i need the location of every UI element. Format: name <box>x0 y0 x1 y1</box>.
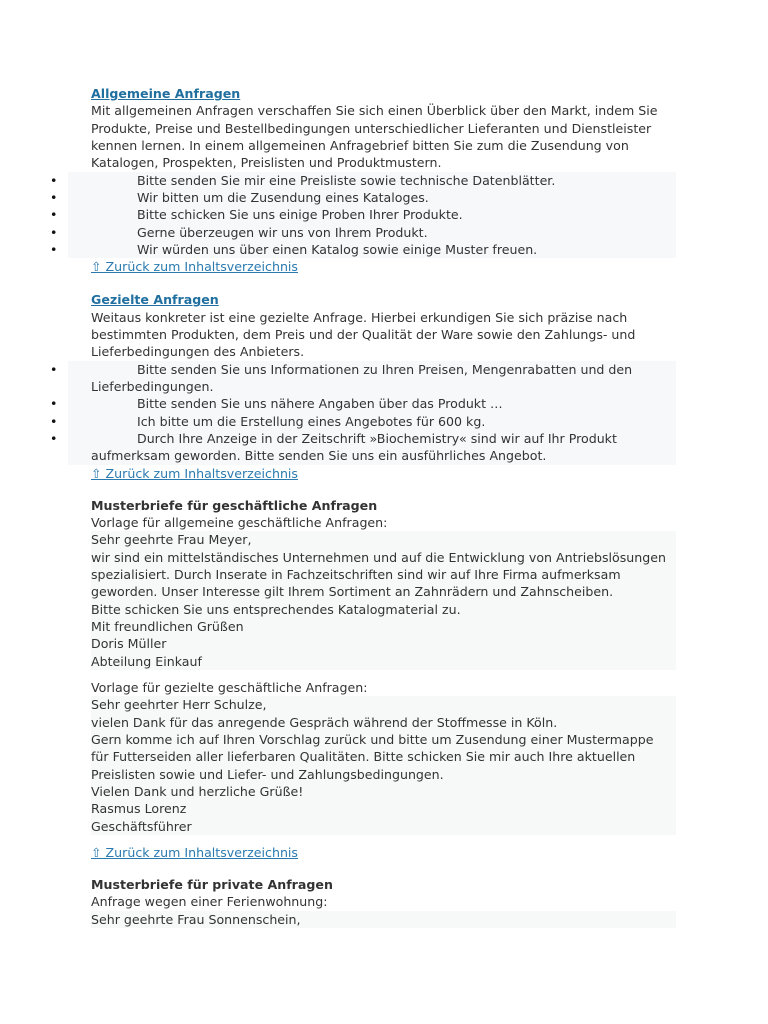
bullet-icon: • <box>50 396 58 412</box>
bullet-icon: • <box>50 207 58 223</box>
letter-line: für Futterseiden aller lieferbaren Qualitäten. Bitte schicken Sie mir auch Ihre aktuellen <box>91 749 636 765</box>
list-item <box>50 189 676 206</box>
list-item <box>50 241 676 258</box>
list-item <box>50 395 676 412</box>
list-item-text: Bitte schicken Sie uns einige Proben Ihrer Produkte. <box>137 207 463 223</box>
letter-line: wir sind ein mittelständisches Unternehmen und auf die Entwicklung von Antriebslösungen <box>91 549 666 565</box>
letter-line: Bitte schicken Sie uns entsprechendes Katalogmaterial zu. <box>91 601 461 617</box>
document-content <box>50 85 676 928</box>
list-item <box>50 206 676 223</box>
list-item <box>50 430 676 465</box>
template-label: Anfrage wegen einer Ferienwohnung: <box>91 894 328 910</box>
letter-line: Rasmus Lorenz <box>91 801 187 817</box>
letter-line: spezialisiert. Durch Inserate in Fachzeitschriften sind wir auf Ihre Firma aufmerksam <box>91 566 621 582</box>
bullet-icon: • <box>50 413 58 429</box>
list-item <box>50 413 676 430</box>
letter-line: Gern komme ich auf Ihren Vorschlag zurück und bitte um Zusendung einer Mustermappe <box>91 732 654 748</box>
intro-gezielt <box>91 309 676 361</box>
list-item-text: Gerne überzeugen wir uns von Ihrem Produkt. <box>137 224 428 240</box>
letter-template-allgemein <box>91 531 676 670</box>
template-label: Vorlage für gezielte geschäftliche Anfragen: <box>91 680 368 695</box>
list-item-text-continued: Lieferbedingungen. <box>91 379 214 394</box>
document-page <box>0 84 768 928</box>
intro-line: Mit allgemeinen Anfragen verschaffen Sie sich einen Überblick über den Markt, indem Sie <box>91 103 658 119</box>
intro-line: kennen lernen. In einem allgemeinen Anfragebrief bitten Sie zum die Zusendung von <box>91 138 629 154</box>
list-item-text-continued: aufmerksam geworden. Bitte senden Sie uns ein ausführliches Angebot. <box>91 448 547 464</box>
intro-line: bestimmten Produkten, dem Preis und der Qualität der Ware sowie den Zahlungs- und <box>91 326 636 342</box>
list-item-text: Wir bitten um die Zusendung eines Kataloges. <box>137 190 429 206</box>
back-to-toc-link[interactable]: ⇧ Zurück zum Inhaltsverzeichnis <box>91 465 298 481</box>
bullet-icon: • <box>50 172 58 188</box>
template-label: Vorlage für allgemeine geschäftliche Anfragen: <box>91 514 388 530</box>
list-item-text: Bitte senden Sie mir eine Preisliste sowie technische Datenblätter. <box>137 172 556 188</box>
bullet-list-allgemein <box>50 172 676 259</box>
letter-line: geworden. Unser Interesse gilt Ihrem Sortiment an Zahnrädern und Zahnscheiben. <box>91 584 614 600</box>
list-item-text: Wir würden uns über einen Katalog sowie einige Muster freuen. <box>137 242 538 258</box>
heading-gezielte-anfragen[interactable]: Gezielte Anfragen <box>91 292 219 308</box>
letter-line: Abteilung Einkauf <box>91 653 202 669</box>
heading-allgemeine-anfragen[interactable]: Allgemeine Anfragen <box>91 86 241 101</box>
back-to-toc-link[interactable]: ⇧ Zurück zum Inhaltsverzeichnis <box>91 845 298 861</box>
letter-line: Preislisten sowie und Liefer- und Zahlungsbedingungen. <box>91 766 444 782</box>
bullet-icon: • <box>50 242 58 258</box>
list-item <box>50 361 676 396</box>
letter-line: Mit freundlichen Grüßen <box>91 618 244 634</box>
list-item <box>50 172 676 189</box>
letter-line: Sehr geehrte Frau Sonnenschein, <box>91 911 301 927</box>
list-item-text: Bitte senden Sie uns Informationen zu Ihren Preisen, Mengenrabatten und den <box>137 361 633 377</box>
bullet-list-gezielt <box>50 361 676 465</box>
bullet-icon: • <box>50 431 58 447</box>
bullet-icon: • <box>50 361 58 377</box>
letter-line: Sehr geehrte Frau Meyer, <box>91 532 252 548</box>
list-item-text: Ich bitte um die Erstellung eines Angebotes für 600 kg. <box>137 413 486 429</box>
letter-line: Vielen Dank und herzliche Grüße! <box>91 784 304 800</box>
list-item-text: Durch Ihre Anzeige in der Zeitschrift »Biochemistry« sind wir auf Ihr Produkt <box>137 431 617 447</box>
intro-line: Lieferbedingungen des Anbieters. <box>91 344 305 360</box>
bullet-icon: • <box>50 190 58 206</box>
letter-line: Geschäftsführer <box>91 818 192 834</box>
heading-musterbriefe-privat: Musterbriefe für private Anfragen <box>91 876 333 892</box>
bullet-icon: • <box>50 224 58 240</box>
letter-line: vielen Dank für das anregende Gespräch während der Stoffmesse in Köln. <box>91 714 558 730</box>
list-item <box>50 224 676 241</box>
letter-template-gezielt <box>91 696 676 835</box>
letter-line: Sehr geehrter Herr Schulze, <box>91 697 267 713</box>
letter-line: Doris Müller <box>91 636 167 652</box>
heading-musterbriefe-geschaeftlich: Musterbriefe für geschäftliche Anfragen <box>91 497 378 513</box>
list-item-text: Bitte senden Sie uns nähere Angaben über das Produkt … <box>137 396 503 412</box>
letter-template-privat <box>91 911 676 928</box>
intro-line: Katalogen, Prospekten, Preislisten und Produktmustern. <box>91 155 442 171</box>
intro-line: Weitaus konkreter ist eine gezielte Anfrage. Hierbei erkundigen Sie sich präzise nach <box>91 309 628 325</box>
intro-allgemein <box>91 102 676 171</box>
back-to-toc-link[interactable]: ⇧ Zurück zum Inhaltsverzeichnis <box>91 259 298 275</box>
intro-line: Produkte, Preise und Bestellbedingungen unterschiedlicher Lieferanten und Dienstleister <box>91 120 652 136</box>
